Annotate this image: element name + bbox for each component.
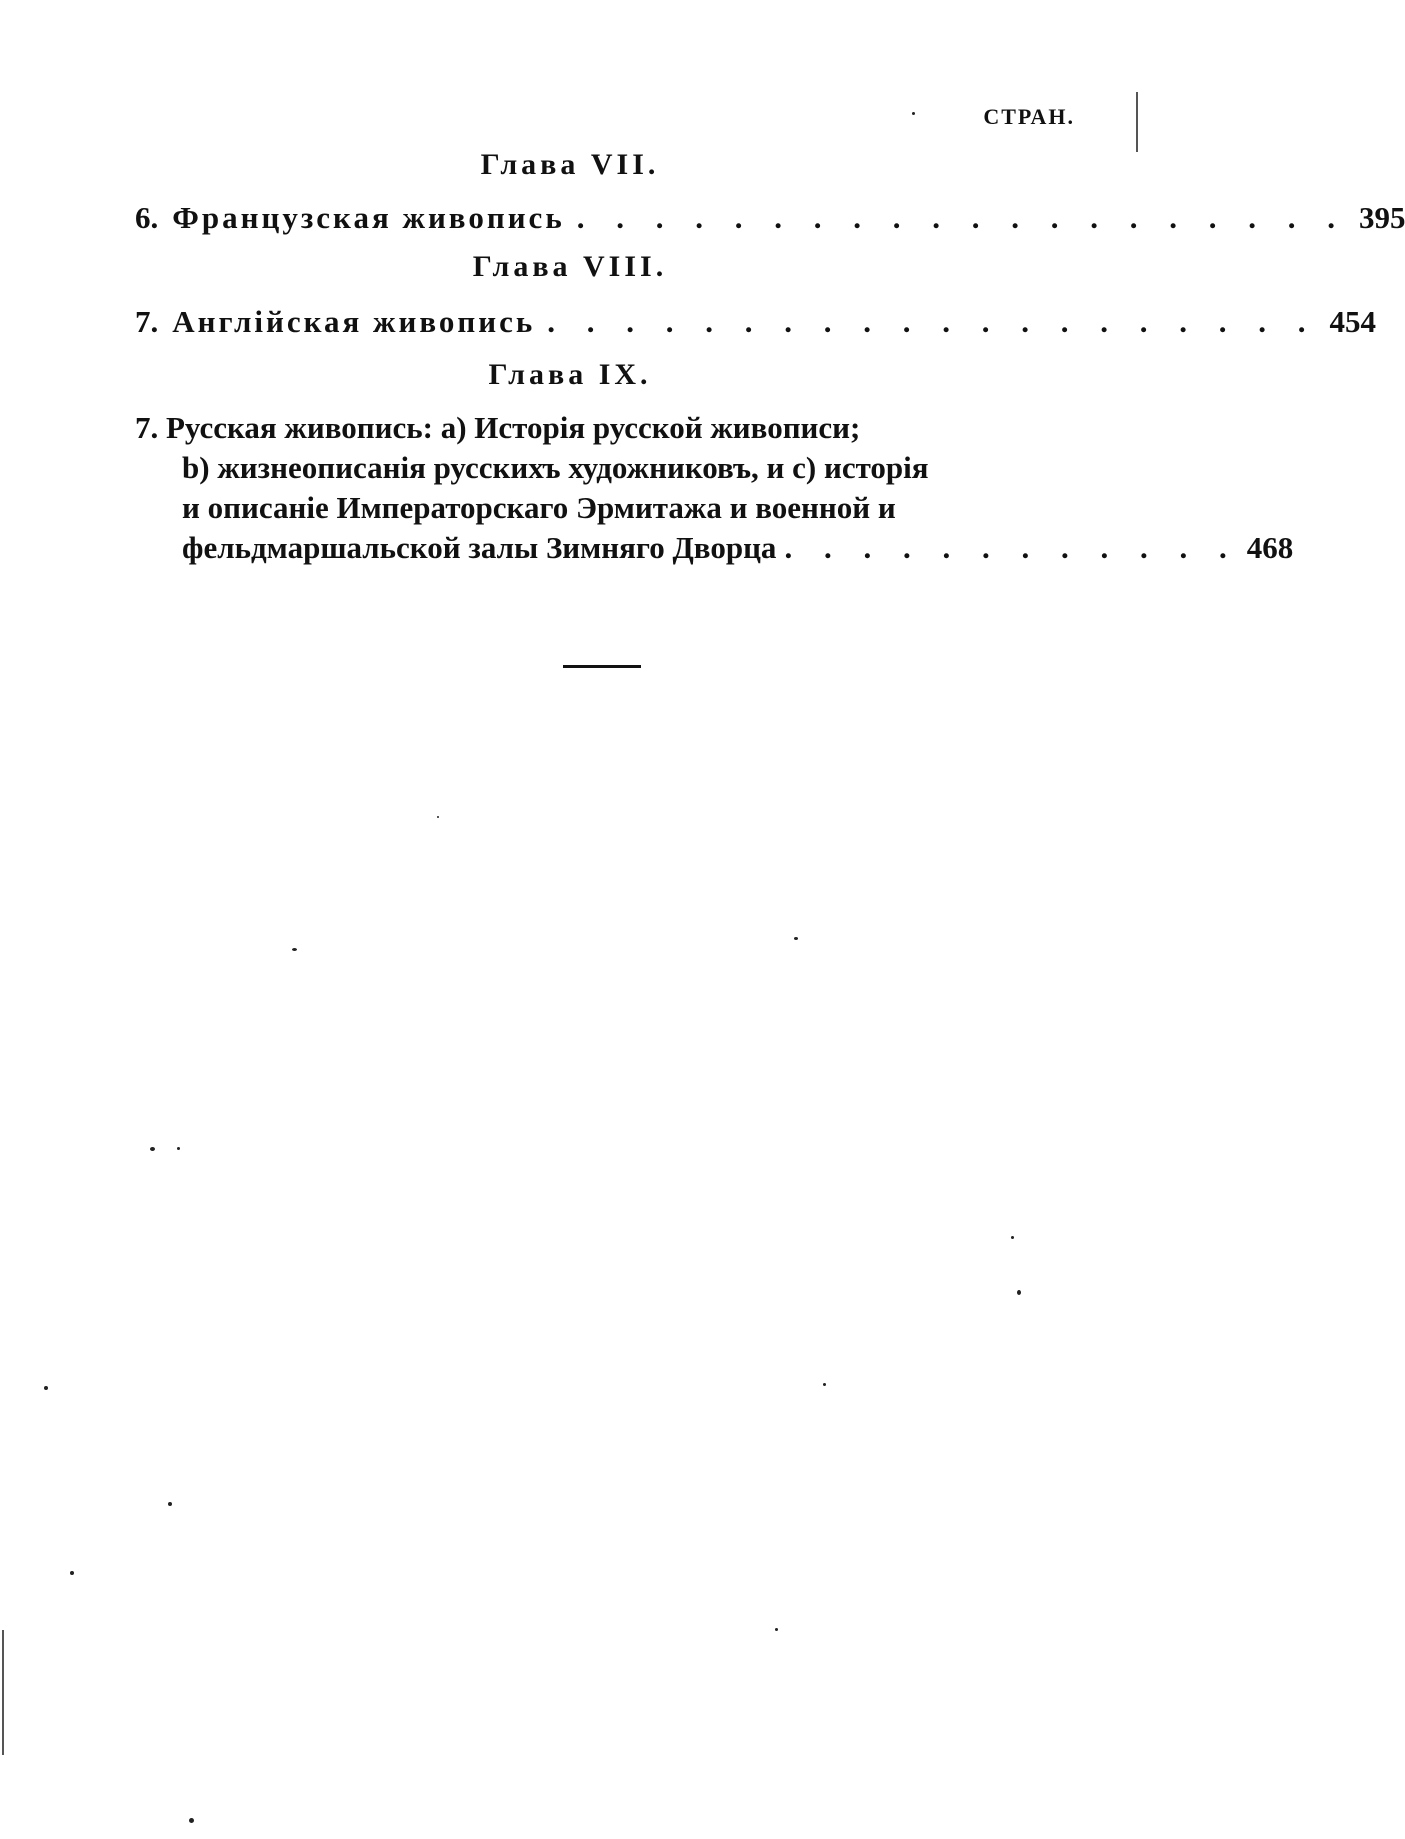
dot-leader: . . . . . . . . . . . . . . . . . . . . [576, 200, 1347, 235]
entry-number: 6. [135, 200, 159, 235]
entry-line-4 [135, 528, 1294, 568]
scan-speck [44, 1386, 48, 1390]
scan-speck [292, 948, 297, 951]
entry-title: Французская живопись [172, 200, 565, 235]
entry-page-number: 468 [1246, 530, 1294, 565]
scan-speck [168, 1502, 172, 1506]
scan-speck [775, 1628, 778, 1631]
entry-title-line: Русская живопись: a) Исторія русской живописи; [166, 410, 861, 445]
entry-page-number: 395 [1358, 200, 1405, 235]
scan-speck [1011, 1236, 1014, 1239]
chapter-heading-ix: Глава IX. [488, 358, 652, 391]
entry-page-number: 454 [1329, 304, 1377, 339]
chapter-heading-viii: Глава VIII. [472, 250, 668, 283]
dot-leader: . . . . . . . . . . . . . . . . . . . . [547, 304, 1318, 339]
scan-speck [912, 112, 915, 115]
scan-speck [177, 1147, 180, 1150]
scan-speck [150, 1147, 155, 1151]
entry-number: 7. [135, 304, 159, 339]
chapter-heading-vii: Глава VII. [480, 148, 660, 181]
entry-line-1 [135, 408, 1073, 448]
section-divider-rule [563, 665, 641, 668]
entry-title: Англійская живопись [172, 304, 536, 339]
scan-speck [794, 937, 798, 940]
entry-number: 7. [135, 410, 159, 445]
entry-title-line: b) жизнеописанія русскихъ художниковъ, и c) исторія [182, 450, 929, 485]
scan-speck [437, 816, 439, 818]
page-edge-mark [1136, 92, 1138, 152]
entry-line-3 [135, 488, 1073, 528]
entry-title-line: фельдмаршальской залы Зимняго Дворца [182, 530, 777, 565]
scan-speck [1017, 1290, 1021, 1295]
toc-entry-french-painting[interactable] [135, 200, 1405, 236]
toc-entry-russian-painting[interactable] [135, 408, 1294, 568]
entry-line-2 [135, 448, 1073, 488]
page-edge-mark [2, 1630, 4, 1755]
scan-speck [823, 1383, 826, 1386]
scan-speck [70, 1571, 74, 1575]
toc-entry-english-painting[interactable] [135, 304, 1377, 340]
dot-leader: . . . . . . . . . . . . [784, 530, 1239, 565]
scan-speck [189, 1818, 194, 1823]
entry-title-line: и описаніе Императорскаго Эрмитажа и военной и [182, 490, 896, 525]
page-column-label: СТРАН. [983, 104, 1075, 129]
